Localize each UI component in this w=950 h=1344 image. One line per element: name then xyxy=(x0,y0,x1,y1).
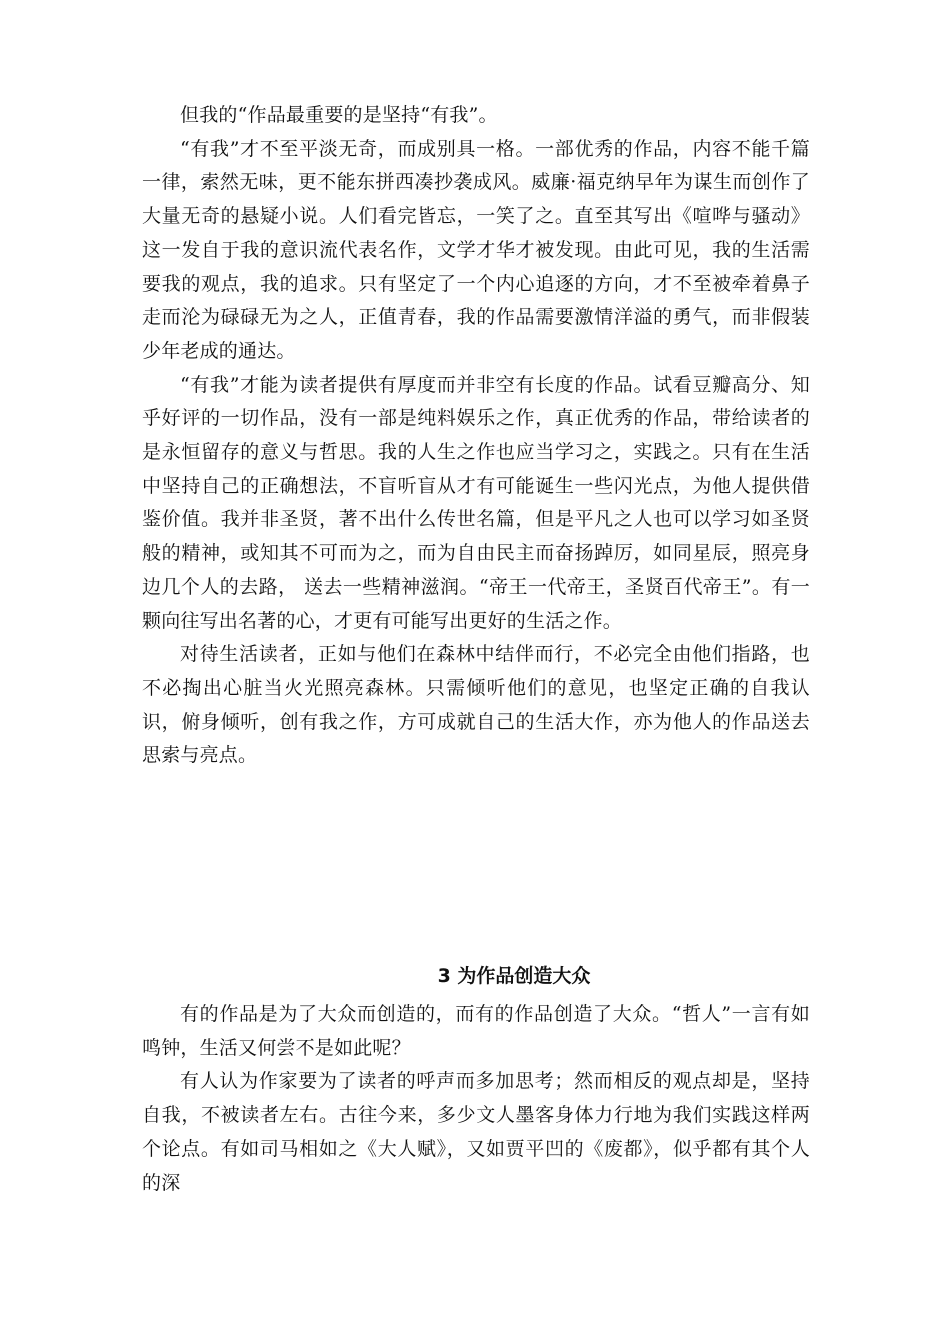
essay-section-2 xyxy=(142,998,810,1200)
section-heading: 3 为作品创造大众 xyxy=(437,965,591,987)
paragraph: 有人认为作家要为了读者的呼声而多加思考；然而相反的观点却是，坚持自我，不被读者左右。古往今来，多少文人墨客身体力行地为我们实践这样两个论点。有如司马相如之《大人赋》，又如贾平凹的《废都》，似乎都有其个人的深 xyxy=(142,1070,810,1194)
paragraph: 对待生活读者，正如与他们在森林中结伴而行，不必完全由他们指路，也不必掏出心脏当火光照亮森林。只需倾听他们的意见，也坚定正确的自我认识，俯身倾听，创有我之作，方可成就自己的生活大作，亦为他人的作品送去思索与亮点。 xyxy=(142,643,810,767)
paragraph: 有的作品是为了大众而创造的，而有的作品创造了大众。“哲人”一言有如鸣钟，生活又何尝不是如此呢？ xyxy=(142,1003,810,1059)
essay-section-1 xyxy=(142,99,810,773)
paragraph: “有我”才能为读者提供有厚度而并非空有长度的作品。试看豆瓣高分、知乎好评的一切作品，没有一部是纯料娱乐之作，真正优秀的作品，带给读者的是永恒留存的意义与哲思。我的人生之作也应当学习之，实践之。只有在生活中坚持自己的正确想法，不盲听盲从才有可能诞生一些闪光点，为他人提供借鉴价值。我并非圣贤，著不出什么传世名篇，但是平凡之人也可以学习如圣贤般的精神，或知其不可而为之，而为自由民主而奋扬踔厉，如同星辰，照亮身边几个人的去路， 送去一些精神滋润。“帝王一代帝王，圣贤百代帝王”。有一颗向往写出名著的心，才更有可能写出更好的生活之作。 xyxy=(142,373,810,632)
paragraph: “有我”才不至平淡无奇，而成别具一格。一部优秀的作品，内容不能千篇一律，索然无味，更不能东拼西凑抄袭成风。威廉·福克纳早年为谋生而创作了大量无奇的悬疑小说。人们看完皆忘，一笑了之。直至其写出《喧哗与骚动》这一发自于我的意识流代表名作，文学才华才被发现。由此可见，我的生活需要我的观点，我的追求。只有坚定了一个内心追逐的方向，才不至被牵着鼻子走而沦为碌碌无为之人，正值青春，我的作品需要激情洋溢的勇气，而非假装少年老成的通达。 xyxy=(142,137,810,362)
paragraph: 但我的“作品最重要的是坚持“有我”。 xyxy=(180,104,498,126)
